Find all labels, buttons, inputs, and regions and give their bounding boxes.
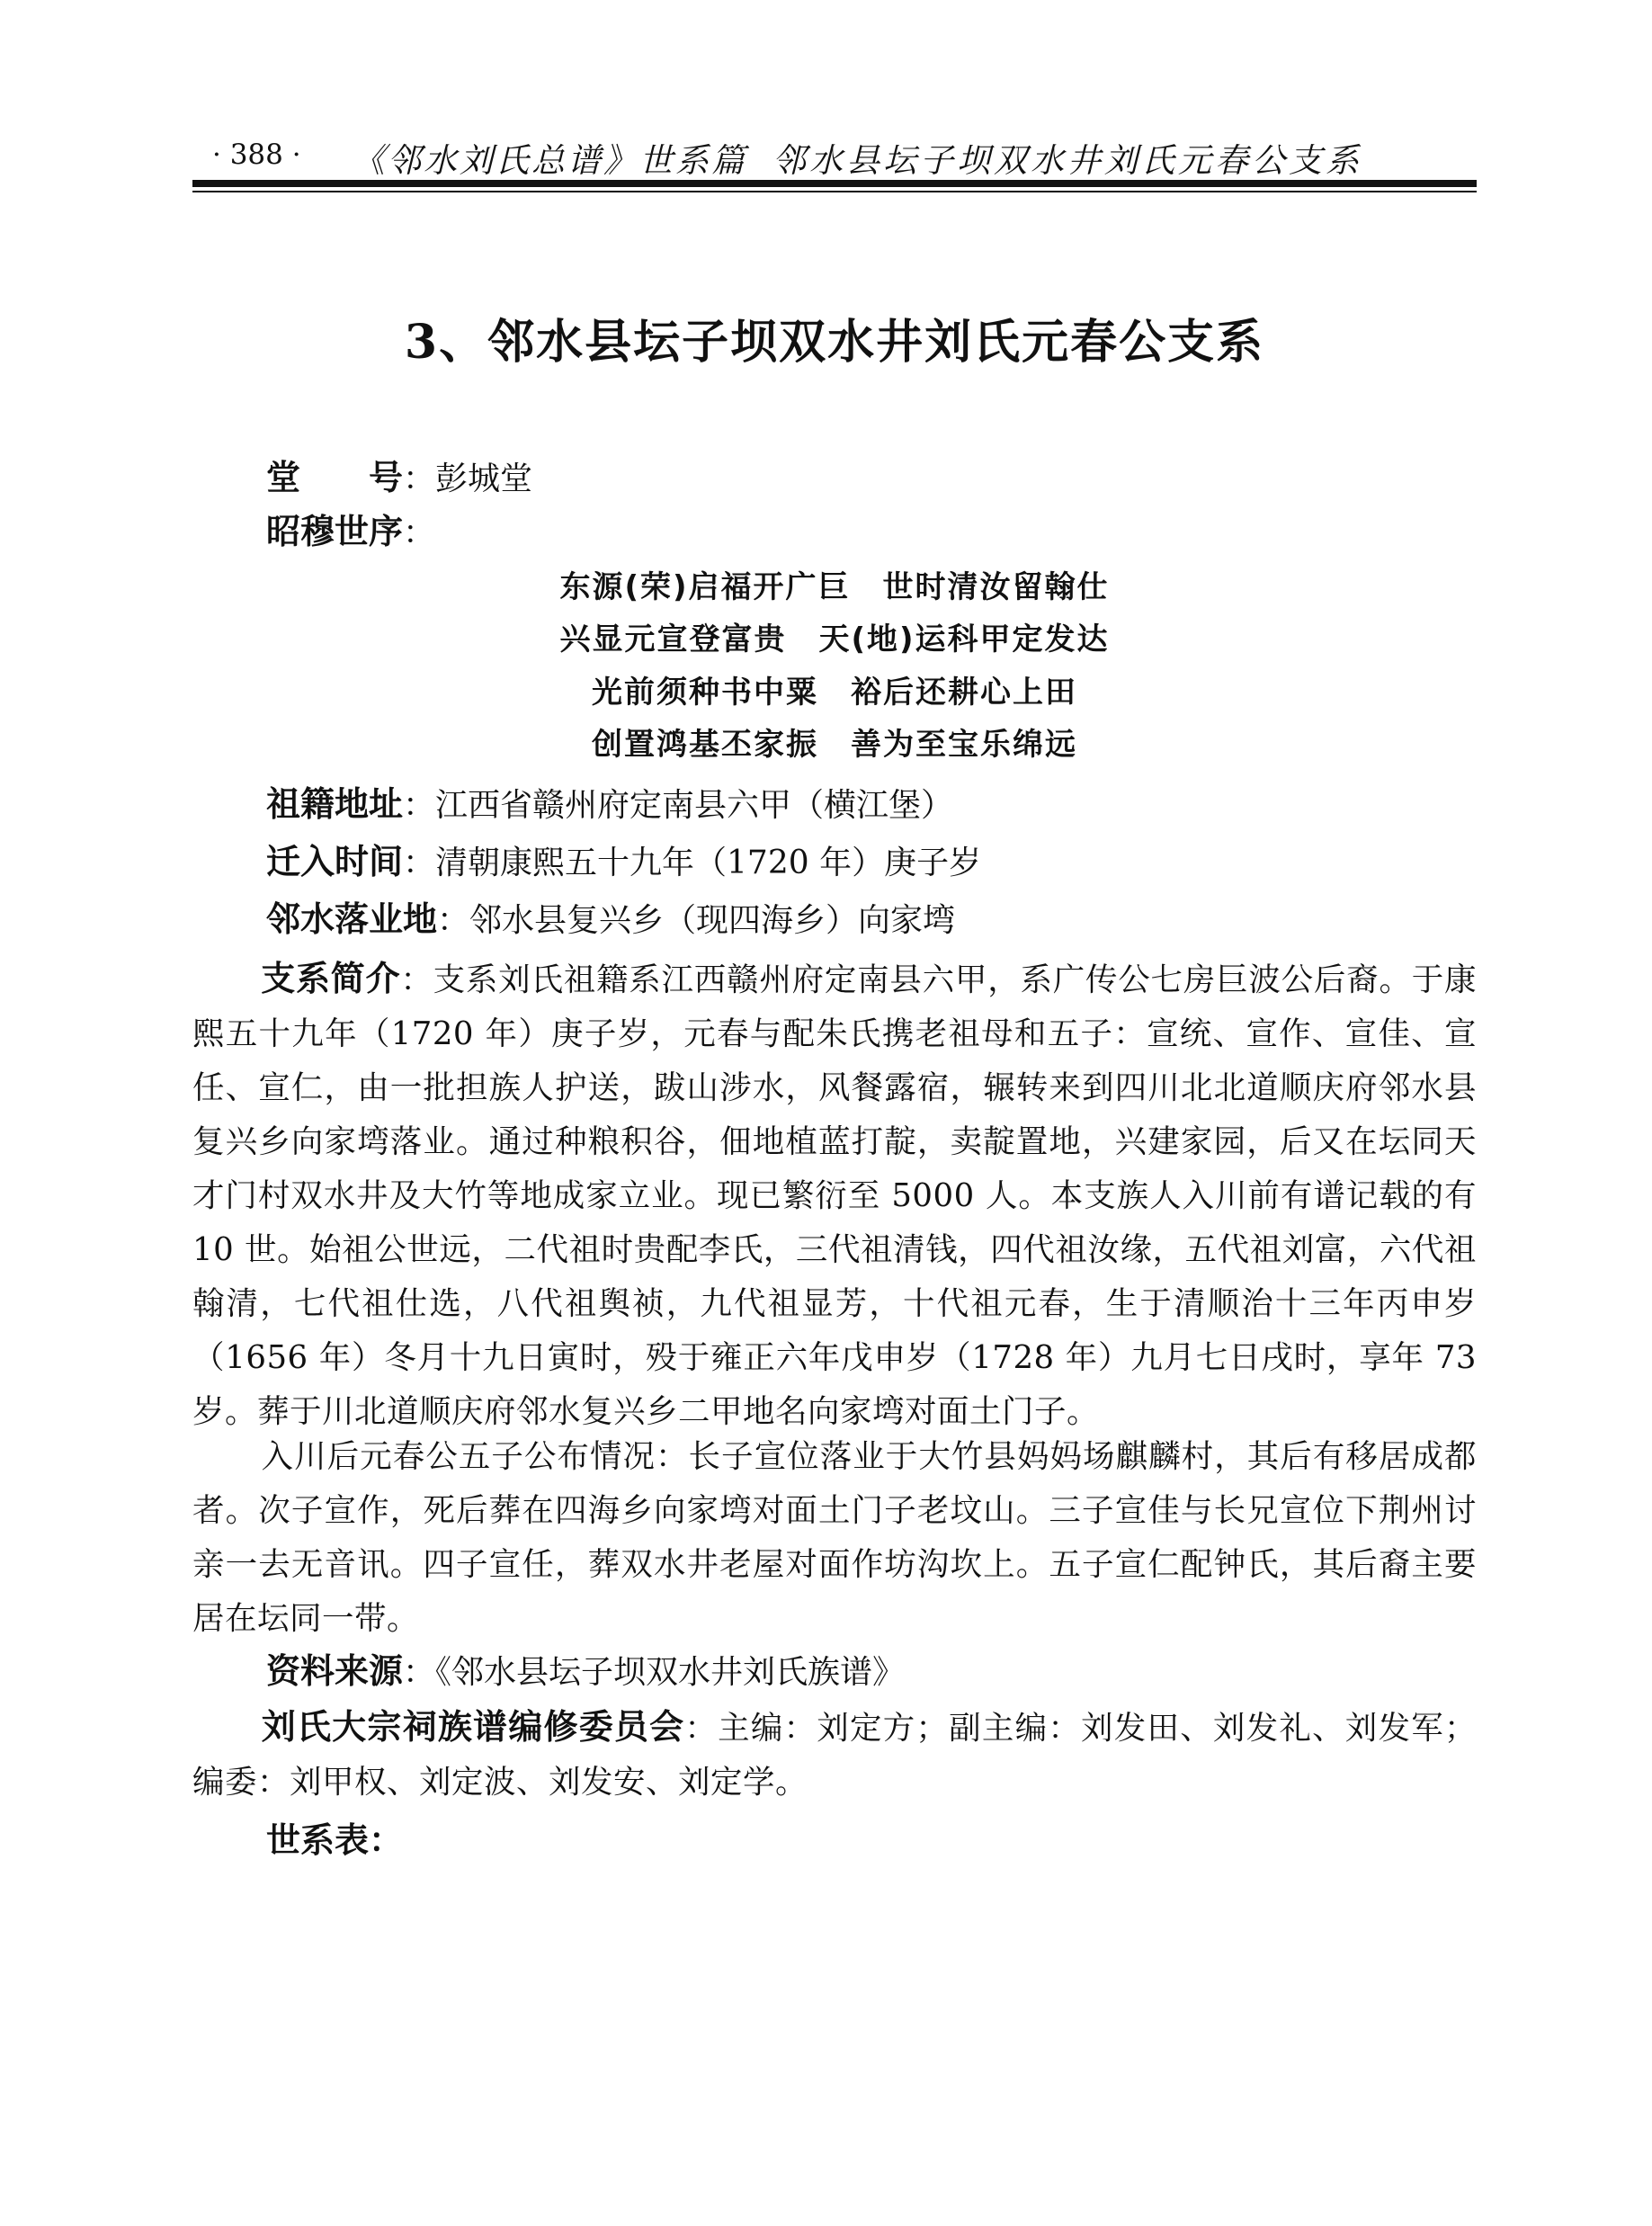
qianru-sep: ： — [403, 845, 436, 881]
source-sep: ： — [403, 1654, 436, 1691]
shixi-sep: ： — [369, 1820, 404, 1860]
qianru-label: 迁入时间 — [266, 842, 404, 881]
zhaomu-line: 光前须种书中粟 裕后还耕心上田 — [592, 675, 1077, 711]
tanghao-value: 彭城堂 — [435, 460, 533, 497]
intro-sep: ： — [400, 961, 433, 998]
zuji-sep: ： — [403, 787, 436, 824]
luoye-label: 邻水落业地 — [266, 899, 438, 939]
luoye-sep: ： — [437, 902, 470, 939]
zhaomu-label: 昭穆世序 — [266, 512, 404, 551]
zhaomu-sep: ： — [403, 514, 436, 551]
source-field — [266, 1644, 905, 1700]
zhaomu-field — [266, 505, 435, 560]
qianru-field — [266, 835, 981, 890]
section-title: 邻水县坛子坝双水井刘氏元春公支系 — [772, 141, 1362, 180]
tanghao-label: 堂 号 — [266, 458, 404, 497]
header-rule-thick — [192, 180, 1477, 187]
luoye-field — [266, 892, 955, 948]
header-rule-thin — [192, 191, 1477, 192]
source-label: 资料来源 — [266, 1651, 404, 1691]
zuji-value: 江西省赣州府定南县六甲（横江堡） — [435, 787, 954, 824]
qianru-value: 清朝康熙五十九年（1720 年）庚子岁 — [435, 845, 982, 881]
committee-paragraph — [192, 1700, 1477, 1810]
shixi-label: 世系表 — [266, 1820, 370, 1860]
committee-label: 刘氏大宗祠族谱编修委员会 — [261, 1707, 685, 1747]
zhaomu-line: 兴显元宣登富贵 天(地)运科甲定发达 — [559, 621, 1110, 657]
zuji-field — [266, 777, 953, 833]
source-value: 《邻水县坛子坝双水井刘氏族谱》 — [435, 1654, 906, 1691]
sons-text: 入川后元春公五子公布情况：长子宣位落业于大竹县妈妈场麒麟村，其后有移居成都者。次子宣作，死后葬在四海乡向家塆对面土门子老坟山。三子宣佳与长兄宣位下荆州讨亲一去无音讯。四子宣任，葬双水井老屋对面作坊沟坎上。五子宣仁配钟氏，其后裔主要居在坛同一带。 — [192, 1438, 1477, 1637]
page-title: 3、邻水县坛子坝双水井刘氏元春公支系 — [404, 315, 1265, 370]
intro-paragraph — [192, 952, 1477, 1439]
shixi-field — [266, 1813, 403, 1869]
tanghao-field — [266, 451, 532, 506]
intro-text: 支系刘氏祖籍系江西赣州府定南县六甲，系广传公七房巨波公后裔。于康熙五十九年（1720 年）庚子岁，元春与配朱氏携老祖母和五子：宣统、宣作、宣佳、宣任、宣仁，由一批担族人护送，跋山涉水，风餐露宿，辗转来到四川北北道顺庆府邻水县复兴乡向家塆落业。通过种粮积谷，佃地植蓝打靛，卖靛置地，兴建家园，后又在坛同天才门村双水井及大竹等地成家立业。现已繁衍至 5000 人。本支族人入川前有谱记载的有 10 世。始祖公世远，二代祖时贵配李氏，三代祖清钱，四代祖汝缘，五代祖刘富，六代祖翰清，七代祖仕选，八代祖舆祯，九代祖显芳，十代祖元春，生于清顺治十三年丙申岁（1656 年）冬月十九日寅时，殁于雍正六年戊申岁（1728 年）九月七日戌时，享年 73 岁。葬于川北道顺庆府邻水复兴乡二甲地名向家塆对面土门子。 — [192, 961, 1477, 1430]
committee-text: 主编：刘定方；副主编：刘发田、刘发礼、刘发军；编委：刘甲权、刘定波、刘发安、刘定学。 — [192, 1710, 1477, 1801]
book-title: 《邻水刘氏总谱》世系篇 — [352, 141, 747, 180]
intro-label: 支系简介 — [261, 959, 401, 998]
running-header — [192, 133, 1477, 178]
zhaomu-line: 创置鸿基丕家振 善为至宝乐绵远 — [592, 727, 1077, 763]
tanghao-sep: ： — [403, 460, 436, 497]
luoye-value: 邻水县复兴乡（现四海乡）向家塆 — [469, 902, 956, 939]
committee-sep: ： — [684, 1710, 719, 1747]
page-number: · 388 · — [212, 139, 301, 171]
zuji-label: 祖籍地址 — [266, 784, 404, 824]
zhaomu-line: 东源(荣)启福开广巨 世时清汝留翰仕 — [559, 569, 1110, 605]
sons-paragraph — [192, 1430, 1477, 1646]
